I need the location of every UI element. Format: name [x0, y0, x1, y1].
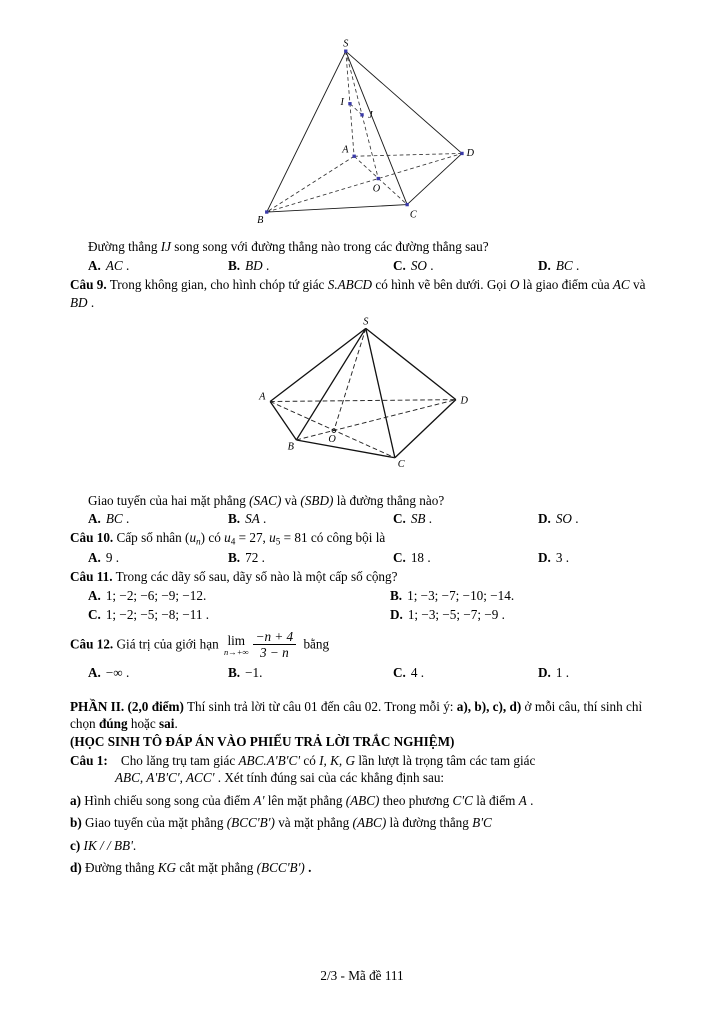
- option-value: AC .: [105, 257, 130, 273]
- option-8a: [88, 257, 228, 274]
- option-11c: [88, 606, 390, 623]
- option-value: 1; −3; −5; −7; −9 .: [407, 607, 505, 623]
- option-value: SB .: [410, 510, 433, 526]
- option-value: 1; −2; −5; −8; −11 .: [105, 607, 210, 623]
- figure-1-container: [70, 40, 655, 230]
- part-2-note: (HỌC SINH TÔ ĐÁP ÁN VÀO PHIẾU TRẢ LỜI TRẮC NGHIỆM): [70, 733, 455, 749]
- option-value: SA .: [245, 510, 267, 526]
- limit-subscript: n→+∞: [224, 646, 249, 657]
- option-label: B.: [228, 510, 241, 526]
- vertex-label-d: D: [460, 395, 468, 407]
- option-9b: [228, 510, 393, 527]
- option-label: A.: [88, 549, 101, 565]
- option-label: C.: [393, 665, 406, 681]
- question-12-lead: Câu 12. Giá trị của giới hạn: [70, 635, 223, 651]
- question-8-text: Đường thẳng IJ song song với đường thẳng nào trong các đường thẳng sau?: [88, 239, 489, 255]
- option-12b: [228, 664, 393, 681]
- vertex-label-c: C: [409, 209, 417, 221]
- vertex-label-c: C: [397, 459, 405, 471]
- option-label: B.: [228, 549, 241, 565]
- option-label: A.: [88, 587, 101, 603]
- option-label: C.: [393, 257, 406, 273]
- statement-d: d) Đường thẳng KG cắt mặt phẳng (BCC'B') .: [70, 860, 312, 876]
- option-label: D.: [538, 549, 551, 565]
- figure-1-solid-edges: [267, 51, 462, 212]
- question-12-stem: [70, 629, 655, 662]
- fraction-denominator: 3 − n: [260, 645, 289, 661]
- option-12d: [538, 664, 655, 681]
- page-footer: 2/3 - Mã đề 111: [320, 967, 404, 983]
- limit-word: lim: [227, 632, 246, 648]
- option-9a: [88, 510, 228, 527]
- question-8-options: [70, 257, 655, 274]
- option-value: 1; −2; −6; −9; −12.: [105, 587, 207, 603]
- question-9-options: [70, 510, 655, 527]
- option-9d: [538, 510, 655, 527]
- part-2-intro: PHẦN II. (2,0 điểm) Thí sinh trả lời từ câu 01 đến câu 02. Trong mỗi ý: a), b), c), d) ở mỗi câu, thí sinh chỉ chọn đúng hoặc sai.: [70, 698, 643, 732]
- option-10d: [538, 549, 655, 566]
- statement-c: c) IK / / BB'.: [70, 837, 137, 853]
- option-value: BD .: [245, 257, 270, 273]
- option-value: SO .: [410, 257, 434, 273]
- question-10-stem: Câu 10. Cấp số nhân (un) có u4 = 27, u5 = 81 có công bội là: [70, 530, 386, 547]
- option-12c: [393, 664, 538, 681]
- option-label: C.: [88, 607, 101, 623]
- vertex-label-o: O: [372, 183, 381, 195]
- option-value: 18 .: [410, 549, 431, 565]
- option-8c: [393, 257, 538, 274]
- figure-pyramid-1: [250, 40, 475, 226]
- vertex-label-b: B: [287, 441, 294, 453]
- figure-1-vertex-markers: [265, 50, 464, 214]
- limit-operator: [224, 634, 249, 657]
- option-8b: [228, 257, 393, 274]
- option-label: A.: [88, 257, 101, 273]
- option-value: −∞ .: [105, 665, 130, 681]
- option-value: 3 .: [555, 549, 570, 565]
- option-8d: [538, 257, 655, 274]
- figure-2-solid-edges: [270, 328, 456, 457]
- question-10-options: [70, 549, 655, 566]
- statement-b: b) Giao tuyến của mặt phẳng (BCC'B') và mặt phẳng (ABC) là đường thẳng B'C: [70, 815, 492, 831]
- vertex-label-s: S: [362, 316, 368, 328]
- option-11a: [88, 587, 390, 604]
- option-value: BC .: [555, 257, 580, 273]
- vertex-label-a: A: [258, 391, 265, 403]
- part-2-question-1-line-1: Câu 1: Cho lăng trụ tam giác ABC.A'B'C' có I, K, G lần lượt là trọng tâm các tam giác: [70, 752, 536, 768]
- option-value: 1; −3; −7; −10; −14.: [407, 587, 515, 603]
- option-label: B.: [228, 665, 241, 681]
- option-label: D.: [390, 607, 403, 623]
- option-label: C.: [393, 510, 406, 526]
- option-value: BC .: [105, 510, 130, 526]
- vertex-label-i: I: [340, 97, 344, 109]
- option-value: 4 .: [410, 665, 425, 681]
- option-label: A.: [88, 510, 101, 526]
- fraction: [253, 629, 297, 662]
- option-value: 1 .: [555, 665, 570, 681]
- option-label: D.: [538, 665, 551, 681]
- option-12a: [88, 664, 228, 681]
- vertex-label-b: B: [257, 215, 264, 227]
- option-10a: [88, 549, 228, 566]
- part-2-question-1-line-2: ABC, A'B'C', ACC' . Xét tính đúng sai của các khẳng định sau:: [115, 770, 445, 786]
- vertex-label-d: D: [466, 148, 475, 160]
- option-label: C.: [393, 549, 406, 565]
- question-11-stem: Câu 11. Trong các dãy số sau, dãy số nào là một cấp số cộng?: [70, 569, 398, 585]
- vertex-label-j: J: [368, 110, 373, 122]
- figure-pyramid-2: [257, 317, 469, 471]
- question-9-stem: Câu 9. Trong không gian, cho hình chóp tứ giác S.ABCD có hình vẽ bên dưới. Gọi O là giao điểm của AC và BD .: [70, 277, 646, 310]
- question-12-tail: bằng: [300, 635, 330, 651]
- option-11d: [390, 606, 655, 623]
- question-12-options: [70, 664, 655, 681]
- vertex-label-a: A: [342, 144, 349, 156]
- option-label: A.: [88, 665, 101, 681]
- option-value: 9 .: [105, 549, 120, 565]
- vertex-label-o: O: [327, 433, 336, 445]
- figure-2-container: [70, 317, 655, 475]
- statement-a: a) Hình chiếu song song của điểm A' lên mặt phẳng (ABC) theo phương C'C là điểm A .: [70, 792, 534, 808]
- option-9c: [393, 510, 538, 527]
- figure-1-dashed-edges: [267, 51, 462, 212]
- option-label: B.: [390, 587, 403, 603]
- option-label: D.: [538, 257, 551, 273]
- option-value: SO .: [555, 510, 579, 526]
- option-label: B.: [228, 257, 241, 273]
- option-value: −1.: [245, 665, 263, 681]
- option-10b: [228, 549, 393, 566]
- option-value: 72 .: [245, 549, 265, 565]
- question-11-options: [70, 587, 655, 624]
- vertex-label-s: S: [343, 38, 349, 50]
- option-label: D.: [538, 510, 551, 526]
- fraction-numerator: −n + 4: [253, 629, 297, 646]
- option-11b: [390, 587, 655, 604]
- question-9-text: Giao tuyến của hai mặt phẳng (SAC) và (SBD) là đường thẳng nào?: [88, 492, 445, 508]
- option-10c: [393, 549, 538, 566]
